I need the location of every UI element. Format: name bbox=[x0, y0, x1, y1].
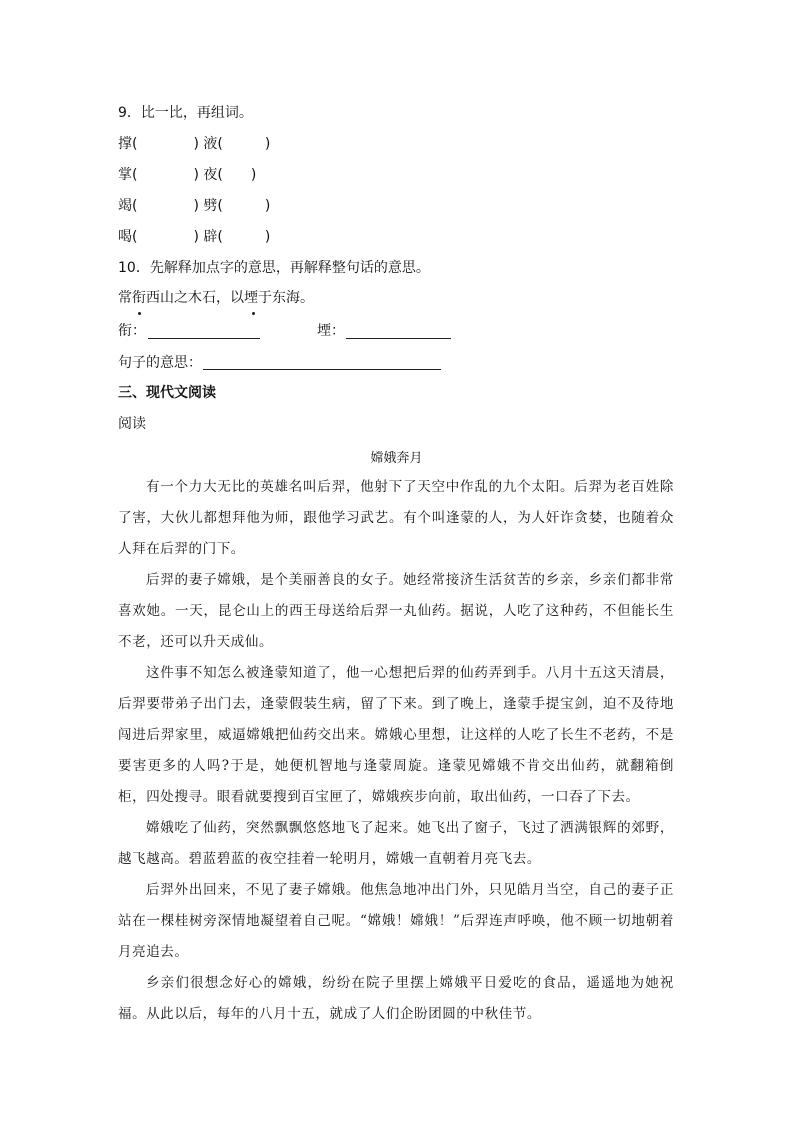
answer-line-yin[interactable] bbox=[346, 338, 451, 339]
article-paragraph-2: 后羿的妻子嫦娥，是个美丽善良的女子。她经常接济生活贫苦的乡亲，乡亲们都非常喜欢她。一天，昆仑山上的西王母送给后羿一丸仙药。据说，人吃了这种药，不但能长生不老，还可以升天成仙。 bbox=[118, 572, 674, 650]
q9-row-3: 竭( ) 劈( ) bbox=[118, 198, 271, 214]
answer-line-xian[interactable] bbox=[148, 338, 260, 339]
label-meaning: 句子的意思： bbox=[118, 355, 202, 371]
answer-line-meaning[interactable] bbox=[203, 369, 441, 370]
q9-row-1: 撑( ) 液( ) bbox=[118, 136, 271, 152]
q9-heading: 9．比一比，再组词。 bbox=[118, 105, 253, 121]
article-paragraph-1: 有一个力大无比的英雄名叫后羿，他射下了天空中作乱的九个太阳。后羿为老百姓除了害，大伙儿都想拜他为师，跟他学习武艺。有个叫逢蒙的人，为人奸诈贪婪，也随着众人拜在后羿的门下。 bbox=[118, 479, 674, 557]
label-xian: 衔： bbox=[118, 323, 146, 339]
emphasis-dot-xian bbox=[138, 312, 141, 315]
q10-sentence: 常衔西山之木石，以堙于东海。 bbox=[118, 290, 314, 306]
section3-heading: 三、现代文阅读 bbox=[118, 385, 216, 401]
q9-row-4: 喝( ) 辟( ) bbox=[118, 229, 271, 245]
q10-heading: 10．先解释加点字的意思，再解释整句话的意思。 bbox=[118, 260, 430, 276]
q9-row-2: 掌( ) 夜( ) bbox=[118, 167, 257, 183]
article-paragraph-3: 这件事不知怎么被逢蒙知道了，他一心想把后羿的仙药弄到手。八月十五这天清晨，后羿要带弟子出门去，逢蒙假装生病，留了下来。到了晚上，逢蒙手提宝剑，迫不及待地闯进后羿家里，威逼嫦娥把仙药交出来。嫦娥心里想，让这样的人吃了长生不老药，不是要害更多的人吗?于是，她便机智地与逢蒙周旋。逢蒙见嫦娥不肯交出仙药，就翻箱倒柜，四处搜寻。眼看就要搜到百宝匣了，嫦娥疾步向前，取出仙药，一口吞了下去。 bbox=[118, 665, 674, 805]
section3-sub: 阅读 bbox=[118, 416, 146, 432]
label-yin: 堙： bbox=[317, 323, 345, 339]
emphasis-dot-yin bbox=[252, 312, 255, 315]
article-paragraph-4: 嫦娥吃了仙药，突然飘飘悠悠地飞了起来。她飞出了窗子，飞过了洒满银辉的郊野，越飞越高。碧蓝碧蓝的夜空挂着一轮明月，嫦娥一直朝着月亮飞去。 bbox=[118, 820, 674, 867]
article-paragraph-5: 后羿外出回来，不见了妻子嫦娥。他焦急地冲出门外，只见皓月当空，自己的妻子正站在一棵桂树旁深情地凝望着自己呢。“嫦娥！嫦娥！”后羿连声呼唤，他不顾一切地朝着月亮追去。 bbox=[118, 882, 674, 960]
article-paragraph-6: 乡亲们很想念好心的嫦娥，纷纷在院子里摆上嫦娥平日爱吃的食品，遥遥地为她祝福。从此以后，每年的八月十五，就成了人们企盼团圆的中秋佳节。 bbox=[118, 975, 674, 1022]
article-title: 嫦娥奔月 bbox=[370, 451, 423, 466]
